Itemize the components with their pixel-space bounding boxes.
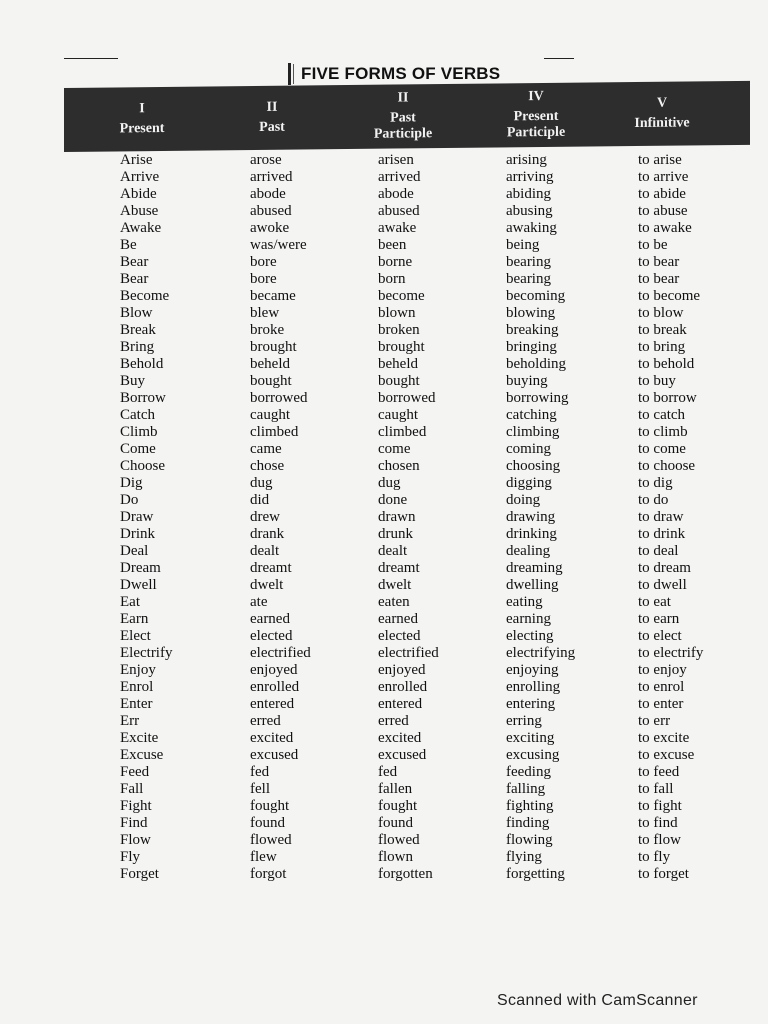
table-cell: to eat [638, 594, 671, 610]
table-cell: abusing [506, 203, 553, 219]
table-cell: arrived [250, 169, 293, 185]
table-cell: enrolled [250, 679, 300, 695]
table-cell: being [506, 237, 540, 253]
table-row [0, 747, 768, 764]
table-row [0, 628, 768, 645]
table-cell: to bear [638, 271, 680, 287]
table-cell: did [250, 492, 270, 508]
table-cell: drinking [506, 526, 557, 542]
table-cell: Bear [120, 254, 149, 270]
table-cell: Blow [120, 305, 153, 321]
table-cell: been [378, 237, 407, 253]
table-cell: Feed [120, 764, 150, 780]
table-cell: fought [250, 798, 290, 814]
table-cell: flown [378, 849, 413, 865]
table-cell: Choose [120, 458, 165, 474]
page-title: FIVE FORMS OF VERBS [301, 64, 501, 83]
table-cell: found [250, 815, 285, 831]
table-cell: enjoying [506, 662, 559, 678]
table-row [0, 254, 768, 271]
table-cell: to enrol [638, 679, 685, 695]
top-rule-left [64, 58, 118, 59]
table-cell: to feed [638, 764, 680, 780]
table-cell: Come [120, 441, 156, 457]
header-col-present [74, 86, 210, 151]
table-cell: drawing [506, 509, 556, 525]
table-cell: Electrify [120, 645, 173, 661]
title-block [288, 62, 510, 86]
table-cell: Behold [120, 356, 164, 372]
table-cell: arriving [506, 169, 554, 185]
title-bar-mark [288, 63, 291, 85]
table-cell: to do [638, 492, 669, 508]
table-cell: beholding [506, 356, 566, 372]
table-cell: to arrive [638, 169, 689, 185]
table-cell: abused [250, 203, 292, 219]
table-row [0, 458, 768, 475]
table-cell: to buy [638, 373, 676, 389]
table-cell: enjoyed [250, 662, 298, 678]
table-cell: awake [378, 220, 417, 236]
table-row [0, 169, 768, 186]
table-cell: dreaming [506, 560, 563, 576]
table-cell: Elect [120, 628, 151, 644]
table-cell: to bring [638, 339, 686, 355]
table-cell: to choose [638, 458, 696, 474]
table-row [0, 203, 768, 220]
table-row [0, 152, 768, 169]
table-cell: elected [250, 628, 293, 644]
table-cell: dwelt [378, 577, 412, 593]
table-cell: to break [638, 322, 687, 338]
table-row [0, 849, 768, 866]
table-cell: to arise [638, 152, 682, 168]
table-cell: bringing [506, 339, 557, 355]
header-col-past [210, 85, 334, 150]
table-cell: to abide [638, 186, 686, 202]
table-row [0, 713, 768, 730]
table-row [0, 441, 768, 458]
header-num: IV [528, 88, 544, 105]
header-num: V [656, 95, 668, 111]
table-cell: caught [378, 407, 418, 423]
table-cell: Dream [120, 560, 161, 576]
table-cell: Borrow [120, 390, 166, 406]
table-cell: enrolled [378, 679, 428, 695]
table-cell: to fall [638, 781, 674, 797]
table-cell: breaking [506, 322, 559, 338]
table-cell: drew [250, 509, 280, 525]
top-rule-right [544, 58, 574, 59]
table-row [0, 611, 768, 628]
table-cell: flew [250, 849, 277, 865]
table-cell: Earn [120, 611, 149, 627]
table-cell: borrowed [250, 390, 308, 406]
header-col-infinitive [600, 81, 724, 146]
table-cell: to dwell [638, 577, 687, 593]
table-row [0, 543, 768, 560]
table-header [64, 81, 750, 152]
table-cell: Find [120, 815, 148, 831]
table-cell: drawn [378, 509, 416, 525]
table-cell: Bear [120, 271, 149, 287]
table-cell: earned [250, 611, 290, 627]
table-cell: become [378, 288, 425, 304]
table-cell: to electrify [638, 645, 704, 661]
table-row [0, 271, 768, 288]
table-cell: to drink [638, 526, 686, 542]
table-cell: to be [638, 237, 668, 253]
table-row [0, 815, 768, 832]
table-cell: became [250, 288, 296, 304]
table-cell: to borrow [638, 390, 697, 406]
table-cell: enjoyed [378, 662, 426, 678]
table-cell: flowed [378, 832, 420, 848]
table-cell: bearing [506, 254, 551, 270]
header-num: II [266, 99, 278, 115]
header-col-past-participle [338, 84, 468, 149]
table-row [0, 832, 768, 849]
table-cell: Arrive [120, 169, 160, 185]
table-cell: blown [378, 305, 416, 321]
table-cell: to enjoy [638, 662, 687, 678]
header-num: II [397, 90, 409, 106]
table-cell: fighting [506, 798, 554, 814]
table-cell: dreamt [378, 560, 420, 576]
table-row [0, 288, 768, 305]
table-cell: blew [250, 305, 280, 321]
table-row [0, 373, 768, 390]
table-cell: excusing [506, 747, 560, 763]
table-cell: to abuse [638, 203, 688, 219]
table-cell: eating [506, 594, 543, 610]
table-cell: Break [120, 322, 156, 338]
table-row [0, 237, 768, 254]
table-row [0, 492, 768, 509]
table-cell: to climb [638, 424, 688, 440]
table-cell: Bring [120, 339, 155, 355]
table-cell: climbing [506, 424, 560, 440]
table-cell: blowing [506, 305, 556, 321]
table-cell: dug [378, 475, 401, 491]
table-cell: flowed [250, 832, 292, 848]
header-col-present-participle [468, 82, 604, 147]
table-cell: excited [250, 730, 294, 746]
table-cell: earned [378, 611, 418, 627]
table-cell: dealing [506, 543, 551, 559]
table-row [0, 730, 768, 747]
table-cell: erring [506, 713, 542, 729]
table-cell: Forget [120, 866, 159, 882]
table-row [0, 186, 768, 203]
table-row [0, 356, 768, 373]
table-cell: to bear [638, 254, 680, 270]
table-row [0, 305, 768, 322]
table-row [0, 322, 768, 339]
table-cell: to become [638, 288, 701, 304]
table-cell: to deal [638, 543, 679, 559]
table-cell: forgotten [378, 866, 433, 882]
table-cell: Do [120, 492, 139, 508]
table-cell: dreamt [250, 560, 292, 576]
table-cell: done [378, 492, 408, 508]
table-cell: abode [250, 186, 286, 202]
table-cell: climbed [378, 424, 427, 440]
table-cell: to earn [638, 611, 680, 627]
verb-table [0, 152, 768, 883]
table-cell: awoke [250, 220, 290, 236]
table-cell: dealt [378, 543, 408, 559]
table-cell: Flow [120, 832, 151, 848]
table-cell: came [250, 441, 282, 457]
table-cell: exciting [506, 730, 555, 746]
scanner-watermark: Scanned with CamScanner [497, 992, 698, 1009]
header-label: Infinitive [634, 115, 690, 132]
table-cell: arising [506, 152, 547, 168]
header-num: I [139, 101, 145, 117]
table-cell: to catch [638, 407, 686, 423]
table-cell: abode [378, 186, 414, 202]
table-cell: chose [250, 458, 285, 474]
table-cell: Enrol [120, 679, 154, 695]
table-cell: choosing [506, 458, 561, 474]
table-cell: to dream [638, 560, 691, 576]
table-cell: bought [378, 373, 420, 389]
table-cell: to fly [638, 849, 671, 865]
table-cell: Fly [120, 849, 141, 865]
table-cell: forgot [250, 866, 287, 882]
table-cell: to blow [638, 305, 684, 321]
table-cell: caught [250, 407, 290, 423]
table-cell: Buy [120, 373, 146, 389]
table-row [0, 798, 768, 815]
table-cell: bore [250, 254, 277, 270]
table-cell: born [378, 271, 406, 287]
table-cell: broken [378, 322, 420, 338]
table-cell: drunk [378, 526, 413, 542]
table-cell: coming [506, 441, 551, 457]
table-cell: Draw [120, 509, 154, 525]
table-cell: feeding [506, 764, 551, 780]
table-row [0, 577, 768, 594]
table-cell: beheld [378, 356, 418, 372]
header-label: Past Participle [373, 110, 433, 142]
table-cell: to excuse [638, 747, 695, 763]
table-row [0, 662, 768, 679]
table-row [0, 560, 768, 577]
table-cell: doing [506, 492, 541, 508]
table-cell: Dwell [120, 577, 157, 593]
table-cell: to come [638, 441, 686, 457]
table-cell: to flow [638, 832, 681, 848]
table-cell: earning [506, 611, 551, 627]
table-cell: Abide [120, 186, 157, 202]
table-cell: entered [378, 696, 423, 712]
table-cell: dwelling [506, 577, 559, 593]
table-cell: finding [506, 815, 550, 831]
header-label: Past [259, 119, 285, 135]
table-cell: to enter [638, 696, 684, 712]
table-cell: abused [378, 203, 420, 219]
table-cell: bore [250, 271, 277, 287]
table-cell: Err [120, 713, 140, 729]
table-cell: Eat [120, 594, 140, 610]
table-cell: dug [250, 475, 273, 491]
table-row [0, 339, 768, 356]
table-cell: arrived [378, 169, 421, 185]
table-cell: ate [250, 594, 268, 610]
table-cell: Catch [120, 407, 155, 423]
table-row [0, 645, 768, 662]
table-cell: excited [378, 730, 422, 746]
table-cell: catching [506, 407, 557, 423]
table-cell: excused [250, 747, 299, 763]
table-cell: falling [506, 781, 546, 797]
table-cell: Deal [120, 543, 149, 559]
table-cell: to forget [638, 866, 689, 882]
table-cell: drank [250, 526, 285, 542]
table-cell: erred [378, 713, 409, 729]
table-cell: to draw [638, 509, 684, 525]
table-cell: arisen [378, 152, 414, 168]
table-cell: bought [250, 373, 292, 389]
table-cell: Fight [120, 798, 152, 814]
table-cell: electrifying [506, 645, 576, 661]
table-row [0, 220, 768, 237]
table-cell: abiding [506, 186, 551, 202]
table-cell: fed [378, 764, 398, 780]
table-cell: dealt [250, 543, 280, 559]
header-label: Present Participle [506, 108, 566, 141]
table-cell: entering [506, 696, 556, 712]
table-cell: to excite [638, 730, 690, 746]
table-cell: fought [378, 798, 418, 814]
table-cell: borrowing [506, 390, 569, 406]
table-cell: awaking [506, 220, 557, 236]
table-cell: Excuse [120, 747, 164, 763]
table-cell: electrified [378, 645, 439, 661]
table-cell: found [378, 815, 413, 831]
table-cell: dwelt [250, 577, 284, 593]
table-cell: to err [638, 713, 671, 729]
table-cell: to dig [638, 475, 673, 491]
table-row [0, 390, 768, 407]
table-cell: to awake [638, 220, 692, 236]
table-cell: flying [506, 849, 542, 865]
table-cell: to find [638, 815, 678, 831]
table-cell: Abuse [120, 203, 159, 219]
table-cell: was/were [250, 237, 307, 253]
table-cell: brought [250, 339, 297, 355]
table-cell: climbed [250, 424, 299, 440]
table-cell: chosen [378, 458, 420, 474]
table-cell: enrolling [506, 679, 561, 695]
table-cell: Awake [120, 220, 162, 236]
table-cell: Be [120, 237, 137, 253]
table-cell: Become [120, 288, 170, 304]
table-cell: fallen [378, 781, 413, 797]
table-cell: erred [250, 713, 281, 729]
table-cell: borrowed [378, 390, 436, 406]
table-cell: Fall [120, 781, 144, 797]
table-cell: arose [250, 152, 282, 168]
table-cell: electing [506, 628, 554, 644]
table-row [0, 594, 768, 611]
table-cell: electrified [250, 645, 311, 661]
table-cell: Arise [120, 152, 153, 168]
table-row [0, 424, 768, 441]
table-cell: becoming [506, 288, 566, 304]
table-row [0, 475, 768, 492]
table-row [0, 696, 768, 713]
table-row [0, 764, 768, 781]
table-cell: excused [378, 747, 427, 763]
table-cell: to elect [638, 628, 682, 644]
table-cell: entered [250, 696, 295, 712]
table-cell: digging [506, 475, 552, 491]
table-cell: broke [250, 322, 285, 338]
table-cell: Dig [120, 475, 143, 491]
table-row [0, 509, 768, 526]
table-cell: eaten [378, 594, 410, 610]
table-cell: elected [378, 628, 421, 644]
table-cell: come [378, 441, 411, 457]
table-row [0, 679, 768, 696]
table-cell: borne [378, 254, 413, 270]
table-row [0, 526, 768, 543]
table-cell: bearing [506, 271, 551, 287]
table-cell: Climb [120, 424, 158, 440]
header-label: Present [119, 120, 165, 137]
table-cell: to behold [638, 356, 695, 372]
table-cell: forgetting [506, 866, 565, 882]
table-cell: Excite [120, 730, 159, 746]
table-cell: to fight [638, 798, 682, 814]
table-cell: Enjoy [120, 662, 156, 678]
table-cell: Drink [120, 526, 155, 542]
table-cell: flowing [506, 832, 553, 848]
table-cell: beheld [250, 356, 290, 372]
table-cell: fed [250, 764, 270, 780]
table-row [0, 407, 768, 424]
table-cell: fell [250, 781, 270, 797]
table-cell: buying [506, 373, 548, 389]
table-cell: brought [378, 339, 425, 355]
table-row [0, 781, 768, 798]
table-cell: Enter [120, 696, 153, 712]
table-row [0, 866, 768, 883]
